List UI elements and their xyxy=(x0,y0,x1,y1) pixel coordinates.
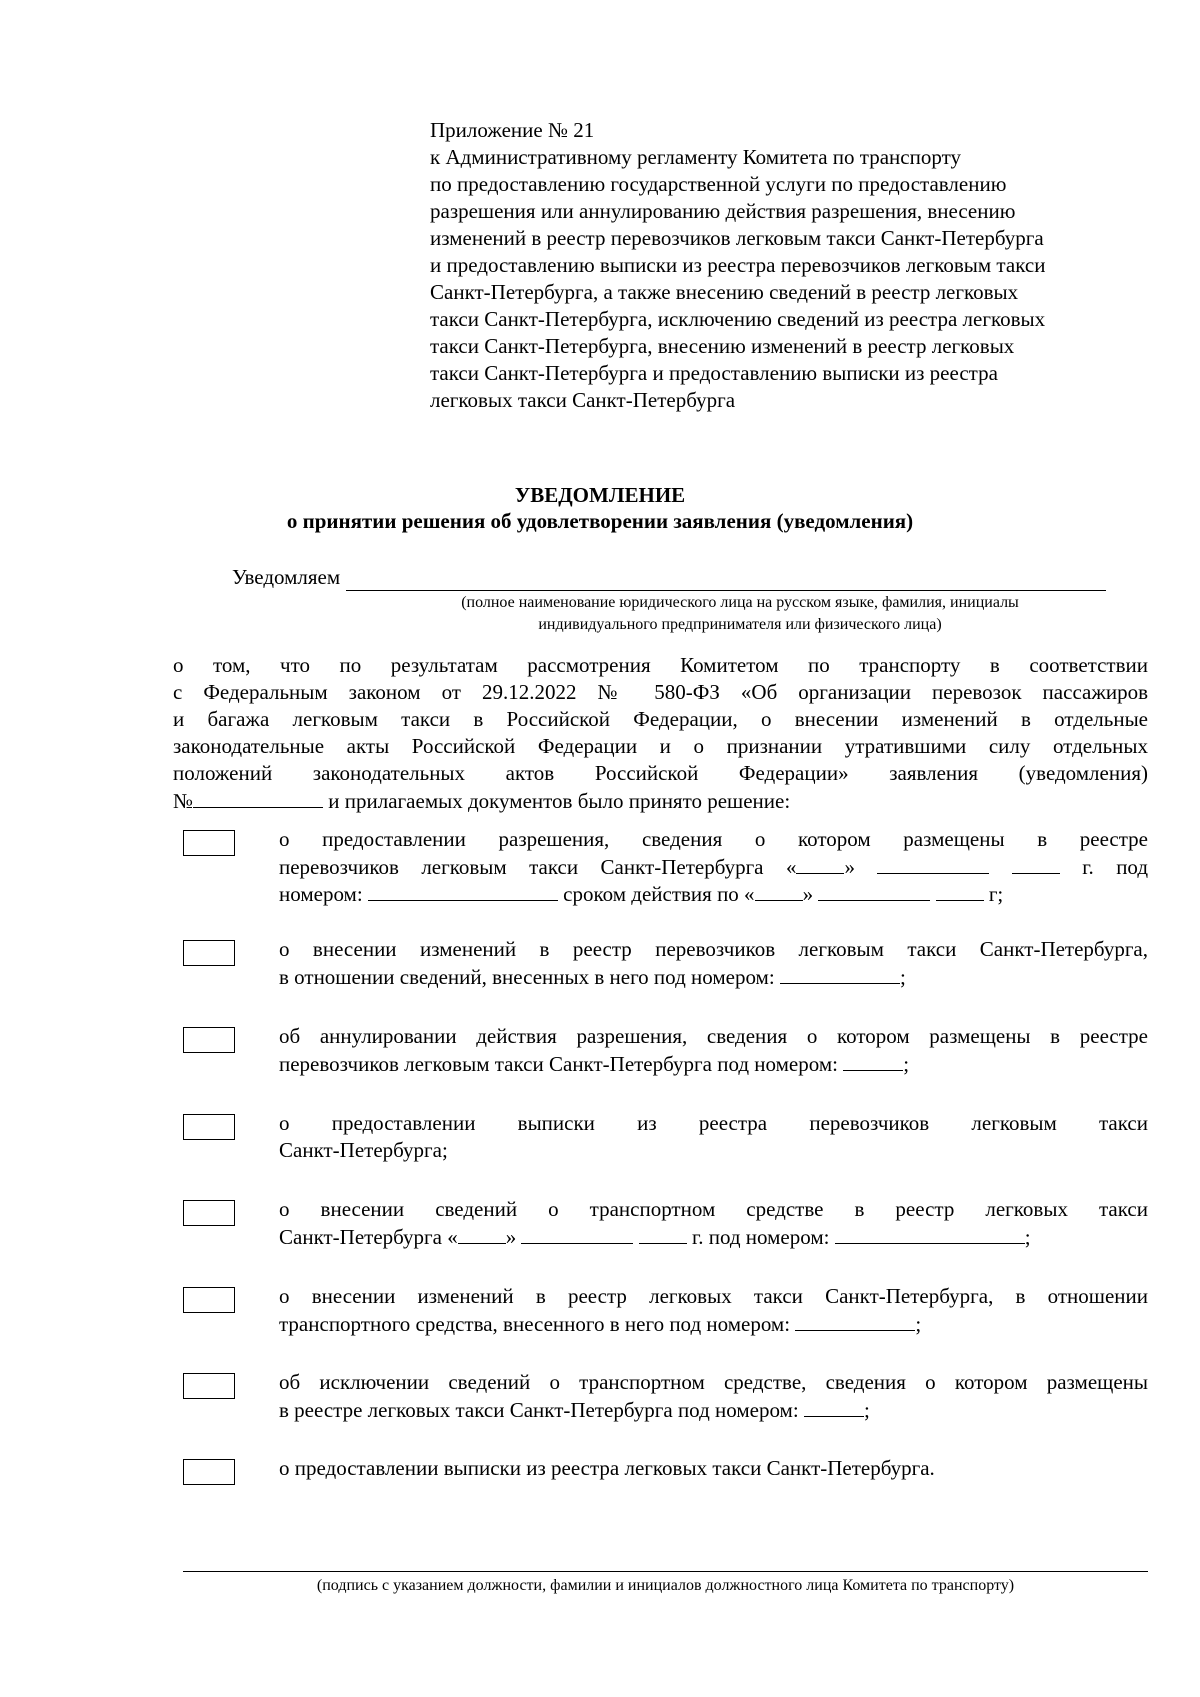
notify-hint-line: индивидуального предпринимателя или физического лица) xyxy=(538,616,942,633)
appendix-header xyxy=(430,117,1150,414)
registry-number-field[interactable] xyxy=(843,1050,903,1071)
body-line: с Федеральным законом от 29.12.2022 № 580-ФЗ «Об организации перевозок пассажиров xyxy=(173,680,1148,704)
registry-number-field[interactable] xyxy=(780,963,900,984)
option-text-part: в отношении сведений, внесенных в него под номером: xyxy=(279,965,775,989)
option-text-part: » xyxy=(802,882,814,906)
option-text xyxy=(279,1110,1148,1164)
notify-row xyxy=(232,564,1106,591)
option-text-part: » xyxy=(844,855,855,879)
appendix-line: разрешения или аннулированию действия разрешения, внесению xyxy=(430,199,1016,223)
option-text-part: в реестре легковых такси Санкт-Петербурга под номером: xyxy=(279,1398,799,1422)
option-text-part: ; xyxy=(903,1052,910,1076)
notify-hint xyxy=(360,592,1120,636)
option-line: о предоставлении выписки из реестра перевозчиков легковым такси xyxy=(279,1111,1148,1135)
option-line: о внесении изменений в реестр перевозчиков легковым такси Санкт-Петербурга, xyxy=(279,937,1148,961)
option-text-part: транспортного средства, внесенного в него под номером: xyxy=(279,1312,791,1336)
option-line: о предоставлении выписки из реестра легковых такси Санкт-Петербурга. xyxy=(279,1456,935,1480)
option-line xyxy=(279,1050,1148,1077)
month-field[interactable] xyxy=(521,1223,633,1244)
option-text-part: сроком действия по « xyxy=(563,882,755,906)
option-text xyxy=(279,1283,1148,1337)
option-text-part: г; xyxy=(988,882,1004,906)
option-line xyxy=(279,1223,1148,1250)
option-line: об исключении сведений о транспортном средстве, сведения о котором размещены xyxy=(279,1370,1148,1394)
body-paragraph xyxy=(173,652,1148,814)
appendix-line: такси Санкт-Петербурга, внесению изменений в реестр легковых xyxy=(430,334,1015,358)
appendix-line: и предоставлению выписки из реестра перевозчиков легковым такси xyxy=(430,253,1046,277)
notify-hint-line: (полное наименование юридического лица на русском языке, фамилия, инициалы xyxy=(461,594,1019,611)
permit-number-field[interactable] xyxy=(368,880,558,901)
appendix-line: изменений в реестр перевозчиков легковым такси Санкт-Петербурга xyxy=(430,226,1044,250)
option-text-part: номером: xyxy=(279,882,363,906)
option-line xyxy=(279,1310,1148,1337)
month-field[interactable] xyxy=(877,853,989,874)
option-line: об аннулировании действия разрешения, сведения о котором размещены в реестре xyxy=(279,1024,1148,1048)
option-checkbox[interactable] xyxy=(183,1287,235,1313)
validity-month-field[interactable] xyxy=(818,880,930,901)
registry-number-field[interactable] xyxy=(804,1396,864,1417)
option-text-part: Санкт-Петербурга « xyxy=(279,1225,458,1249)
option-checkbox[interactable] xyxy=(183,940,235,966)
body-line: законодательные акты Российской Федерации и о признании утратившими силу отдельных xyxy=(173,734,1148,758)
option-checkbox[interactable] xyxy=(183,1373,235,1399)
validity-year-field[interactable] xyxy=(936,880,984,901)
signature-field[interactable] xyxy=(183,1571,1148,1572)
option-text xyxy=(279,1369,1148,1423)
option-text-part: ; xyxy=(899,965,906,989)
appendix-line: такси Санкт-Петербурга и предоставлению выписки из реестра xyxy=(430,361,998,385)
year-field[interactable] xyxy=(1012,853,1060,874)
day-field[interactable] xyxy=(796,853,844,874)
recipient-name-field[interactable] xyxy=(346,568,1106,591)
option-line: о внесении сведений о транспортном средстве в реестр легковых такси xyxy=(279,1197,1148,1221)
option-text xyxy=(279,1196,1148,1250)
body-line: и багажа легковым такси в Российской Федерации, о внесении изменений в отдельные xyxy=(173,707,1148,731)
option-text-part: ; xyxy=(863,1398,870,1422)
option-line: о внесении изменений в реестр легковых такси Санкт-Петербурга, в отношении xyxy=(279,1284,1148,1308)
document-subtitle: о принятии решения об удовлетворении заявления (уведомления) xyxy=(286,509,914,533)
option-text-part: » xyxy=(505,1225,517,1249)
appendix-line: по предоставлению государственной услуги по предоставлению xyxy=(430,172,1007,196)
option-checkbox[interactable] xyxy=(183,1459,235,1485)
option-line: Санкт-Петербурга; xyxy=(279,1138,448,1162)
year-field[interactable] xyxy=(639,1223,687,1244)
option-text xyxy=(279,826,1148,907)
option-line xyxy=(279,1396,1148,1423)
appendix-line: легковых такси Санкт-Петербурга xyxy=(430,388,736,412)
option-text xyxy=(279,1455,1148,1482)
option-text-part: перевозчиков легковым такси Санкт-Петербурга под номером: xyxy=(279,1052,838,1076)
option-text-part: ; xyxy=(1024,1225,1031,1249)
appendix-line: к Административному регламенту Комитета по транспорту xyxy=(430,145,961,169)
option-text xyxy=(279,1023,1148,1077)
number-sign: № xyxy=(173,789,194,813)
option-checkbox[interactable] xyxy=(183,1027,235,1053)
option-checkbox[interactable] xyxy=(183,1114,235,1140)
signature-hint: (подпись с указанием должности, фамилии и инициалов должностного лица Комитета по транспорту) xyxy=(316,1577,1015,1594)
body-last-line xyxy=(173,787,1148,814)
option-checkbox[interactable] xyxy=(183,830,235,856)
application-number-field[interactable] xyxy=(193,787,323,808)
appendix-line: такси Санкт-Петербурга, исключению сведений из реестра легковых xyxy=(430,307,1046,331)
option-line xyxy=(279,963,1148,990)
notify-label: Уведомляем xyxy=(232,565,341,589)
option-line: о предоставлении разрешения, сведения о котором размещены в реестре xyxy=(279,827,1148,851)
option-text-part: г. под номером: xyxy=(691,1225,830,1249)
document-title: УВЕДОМЛЕНИЕ xyxy=(514,483,686,507)
option-line xyxy=(279,880,1148,907)
validity-day-field[interactable] xyxy=(755,880,803,901)
day-field[interactable] xyxy=(458,1223,506,1244)
appendix-line: Санкт-Петербурга, а также внесению сведений в реестр легковых xyxy=(430,280,1019,304)
body-line: положений законодательных актов Российской Федерации» заявления (уведомления) xyxy=(173,761,1148,785)
body-line: о том, что по результатам рассмотрения Комитетом по транспорту в соответствии xyxy=(173,653,1148,677)
option-line xyxy=(279,853,1148,880)
body-last-text: и прилагаемых документов было принято решение: xyxy=(323,789,791,813)
registry-number-field[interactable] xyxy=(795,1310,915,1331)
option-text-part: ; xyxy=(915,1312,922,1336)
option-text-part: г. под xyxy=(1082,855,1149,879)
appendix-line: Приложение № 21 xyxy=(430,118,595,142)
option-text xyxy=(279,936,1148,990)
option-text-part: перевозчиков легковым такси Санкт-Петербурга « xyxy=(279,855,797,879)
option-checkbox[interactable] xyxy=(183,1200,235,1226)
registry-number-field[interactable] xyxy=(835,1223,1025,1244)
